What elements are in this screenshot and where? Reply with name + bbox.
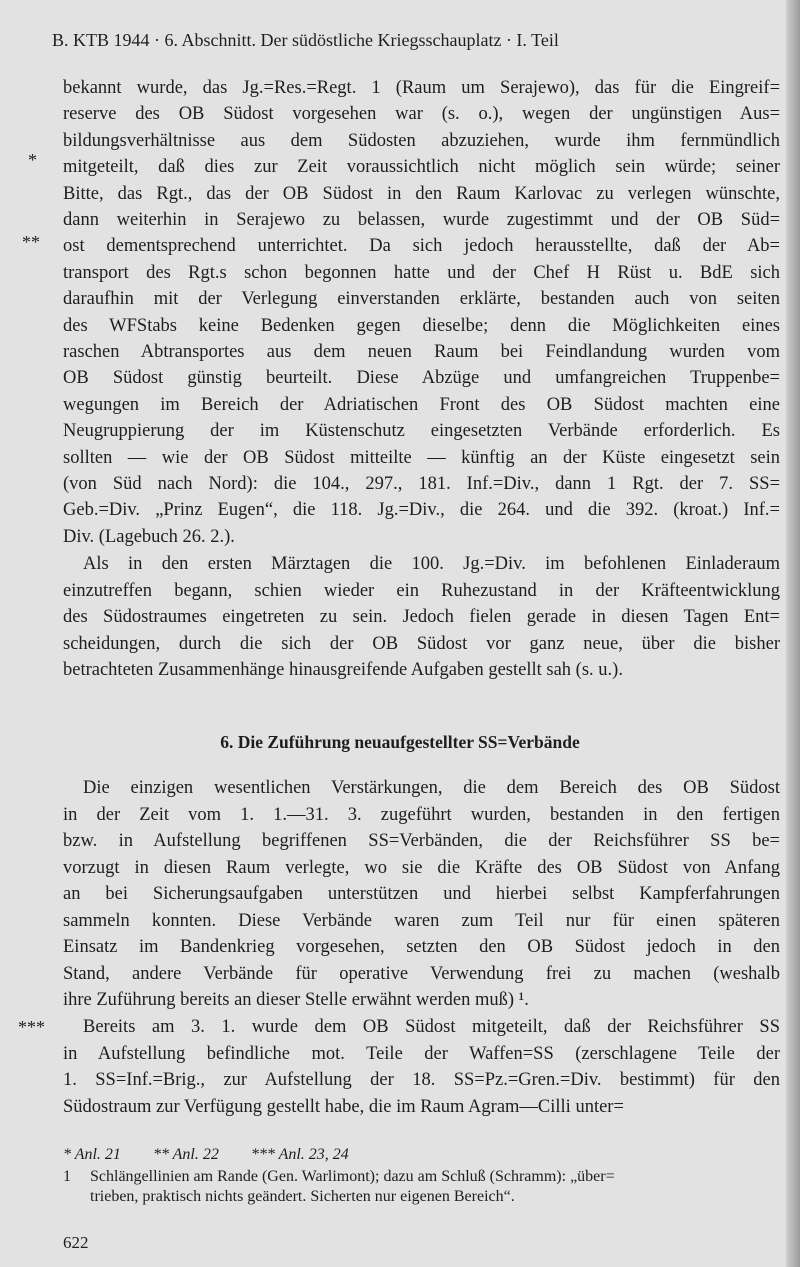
text-line: einzutreffen begann, schien wieder ein Ruhezustand in der Kräfteentwicklung — [63, 580, 780, 601]
page-edge-shadow — [786, 0, 800, 1267]
text-line: dann weiterhin in Serajewo zu belassen, wurde zugestimmt und der OB Süd= — [63, 210, 780, 230]
annex-ref-3: *** Anl. 23, 24 — [250, 1146, 349, 1163]
text-line: OB Südost günstig beurteilt. Diese Abzüge und umfangreichen Truppenbe= — [63, 368, 780, 389]
text-line: sollten — wie der OB Südost mitteilte — künftig an der Küste eingesetzt sein — [63, 447, 780, 468]
text-line: Südostraum zur Verfügung gestellt habe, die im Raum Agram—Cilli unter= — [63, 1096, 624, 1117]
text-line: Bereits am 3. 1. wurde dem OB Südost mitgeteilt, daß der Reichsführer SS — [83, 1017, 780, 1037]
text-line: raschen Abtransportes aus dem neuen Raum bei Feindlandung wurden vom — [63, 342, 780, 362]
text-line: reserve des OB Südost vorgesehen war (s. o.), wegen der ungünstigen Aus= — [63, 104, 780, 125]
text-line: Neugruppierung der im Küstenschutz eingesetzten Verbände erforderlich. Es — [63, 421, 780, 442]
margin-marker-1: * — [28, 150, 37, 170]
text-line: an bei Sicherungsaufgaben unterstützen und hierbei selbst Kampferfahrungen — [63, 884, 780, 904]
text-line: transport des Rgt.s schon begonnen hatte und der Chef H Rüst u. BdE sich — [63, 262, 780, 283]
text-line: sammeln konnten. Diese Verbände waren zum Teil nur für einen späteren — [63, 910, 780, 931]
footnote-line: trieben, praktisch nichts geändert. Sicherten nur eigenen Bereich“. — [90, 1188, 515, 1205]
running-header: B. KTB 1944 · 6. Abschnitt. Der südöstliche Kriegsschauplatz · I. Teil — [52, 30, 559, 50]
text-line: Die einzigen wesentlichen Verstärkungen, die dem Bereich des OB Südost — [83, 778, 780, 798]
text-line: in Aufstellung befindliche mot. Teile der Waffen=SS (zerschlagene Teile der — [63, 1043, 780, 1064]
text-line: des WFStabs keine Bedenken gegen dieselbe; denn die Möglichkeiten eines — [63, 315, 780, 336]
footnote-number: 1 — [63, 1168, 71, 1185]
text-line: (von Süd nach Nord): die 104., 297., 181. Inf.=Div., dann 1 Rgt. der 7. SS= — [63, 474, 780, 494]
text-line: mitgeteilt, daß dies zur Zeit voraussichtlich nicht möglich sein würde; seiner — [63, 157, 780, 178]
text-line: betrachteten Zusammenhänge hinausgreifende Aufgaben gestellt sah (s. u.). — [63, 660, 623, 681]
text-line: Als in den ersten Märztagen die 100. Jg.=Div. im befohlenen Einladeraum — [83, 554, 780, 574]
text-line: 1. SS=Inf.=Brig., zur Aufstellung der 18. SS=Pz.=Gren.=Div. bestimmt) für den — [63, 1070, 780, 1090]
text-line: Bitte, das Rgt., das der OB Südost in den Raum Karlovac zu verlegen wünschte, — [63, 183, 780, 204]
text-line: des Südostraumes eingetreten zu sein. Jedoch fielen gerade in diesen Tagen Ent= — [63, 607, 780, 628]
annex-ref-2: ** Anl. 22 — [152, 1146, 219, 1163]
text-line: Geb.=Div. „Prinz Eugen“, die 118. Jg.=Div., die 264. und die 392. (kroat.) Inf.= — [63, 500, 780, 521]
page-number: 622 — [63, 1233, 89, 1252]
text-line: in der Zeit vom 1. 1.—31. 3. zugeführt wurden, bestanden in den fertigen — [63, 804, 780, 825]
text-line: Einsatz im Bandenkrieg vorgesehen, setzten den OB Südost jedoch in den — [63, 937, 780, 957]
annex-refs — [63, 1146, 349, 1164]
text-line: ost dementsprechend unterrichtet. Da sich jedoch herausstellte, daß der Ab= — [63, 236, 780, 257]
text-line: Div. (Lagebuch 26. 2.). — [63, 526, 235, 547]
margin-marker-2: ** — [22, 232, 40, 252]
text-line: bildungsverhältnisse aus dem Südosten abzuziehen, wurde ihm fernmündlich — [63, 130, 780, 151]
section-heading: 6. Die Zuführung neuaufgestellter SS=Verbände — [220, 732, 580, 752]
text-line: bzw. in Aufstellung begriffenen SS=Verbänden, die der Reichsführer SS be= — [63, 831, 780, 851]
text-line: ihre Zuführung bereits an dieser Stelle erwähnt werden muß) ¹. — [63, 990, 529, 1010]
text-line: scheidungen, durch die sich der OB Südost vor ganz neue, über die bisher — [63, 633, 780, 654]
margin-marker-3: *** — [18, 1017, 45, 1037]
text-line: vorzugt in diesen Raum verlegte, wo sie die Kräfte des OB Südost von Anfang — [63, 857, 780, 878]
text-line: bekannt wurde, das Jg.=Res.=Regt. 1 (Raum um Serajewo), das für die Eingreif= — [63, 78, 780, 98]
text-line: wegungen im Bereich der Adriatischen Front des OB Südost machten eine — [63, 394, 780, 415]
text-line: Stand, andere Verbände für operative Verwendung frei zu machen (weshalb — [63, 963, 780, 984]
annex-ref-1: * Anl. 21 — [63, 1146, 121, 1163]
text-line: daraufhin mit der Verlegung einverstanden erklärte, bestanden auch von seiten — [63, 289, 780, 310]
footnote-line: Schlängellinien am Rande (Gen. Warlimont); dazu am Schluß (Schramm): „über= — [90, 1168, 615, 1185]
